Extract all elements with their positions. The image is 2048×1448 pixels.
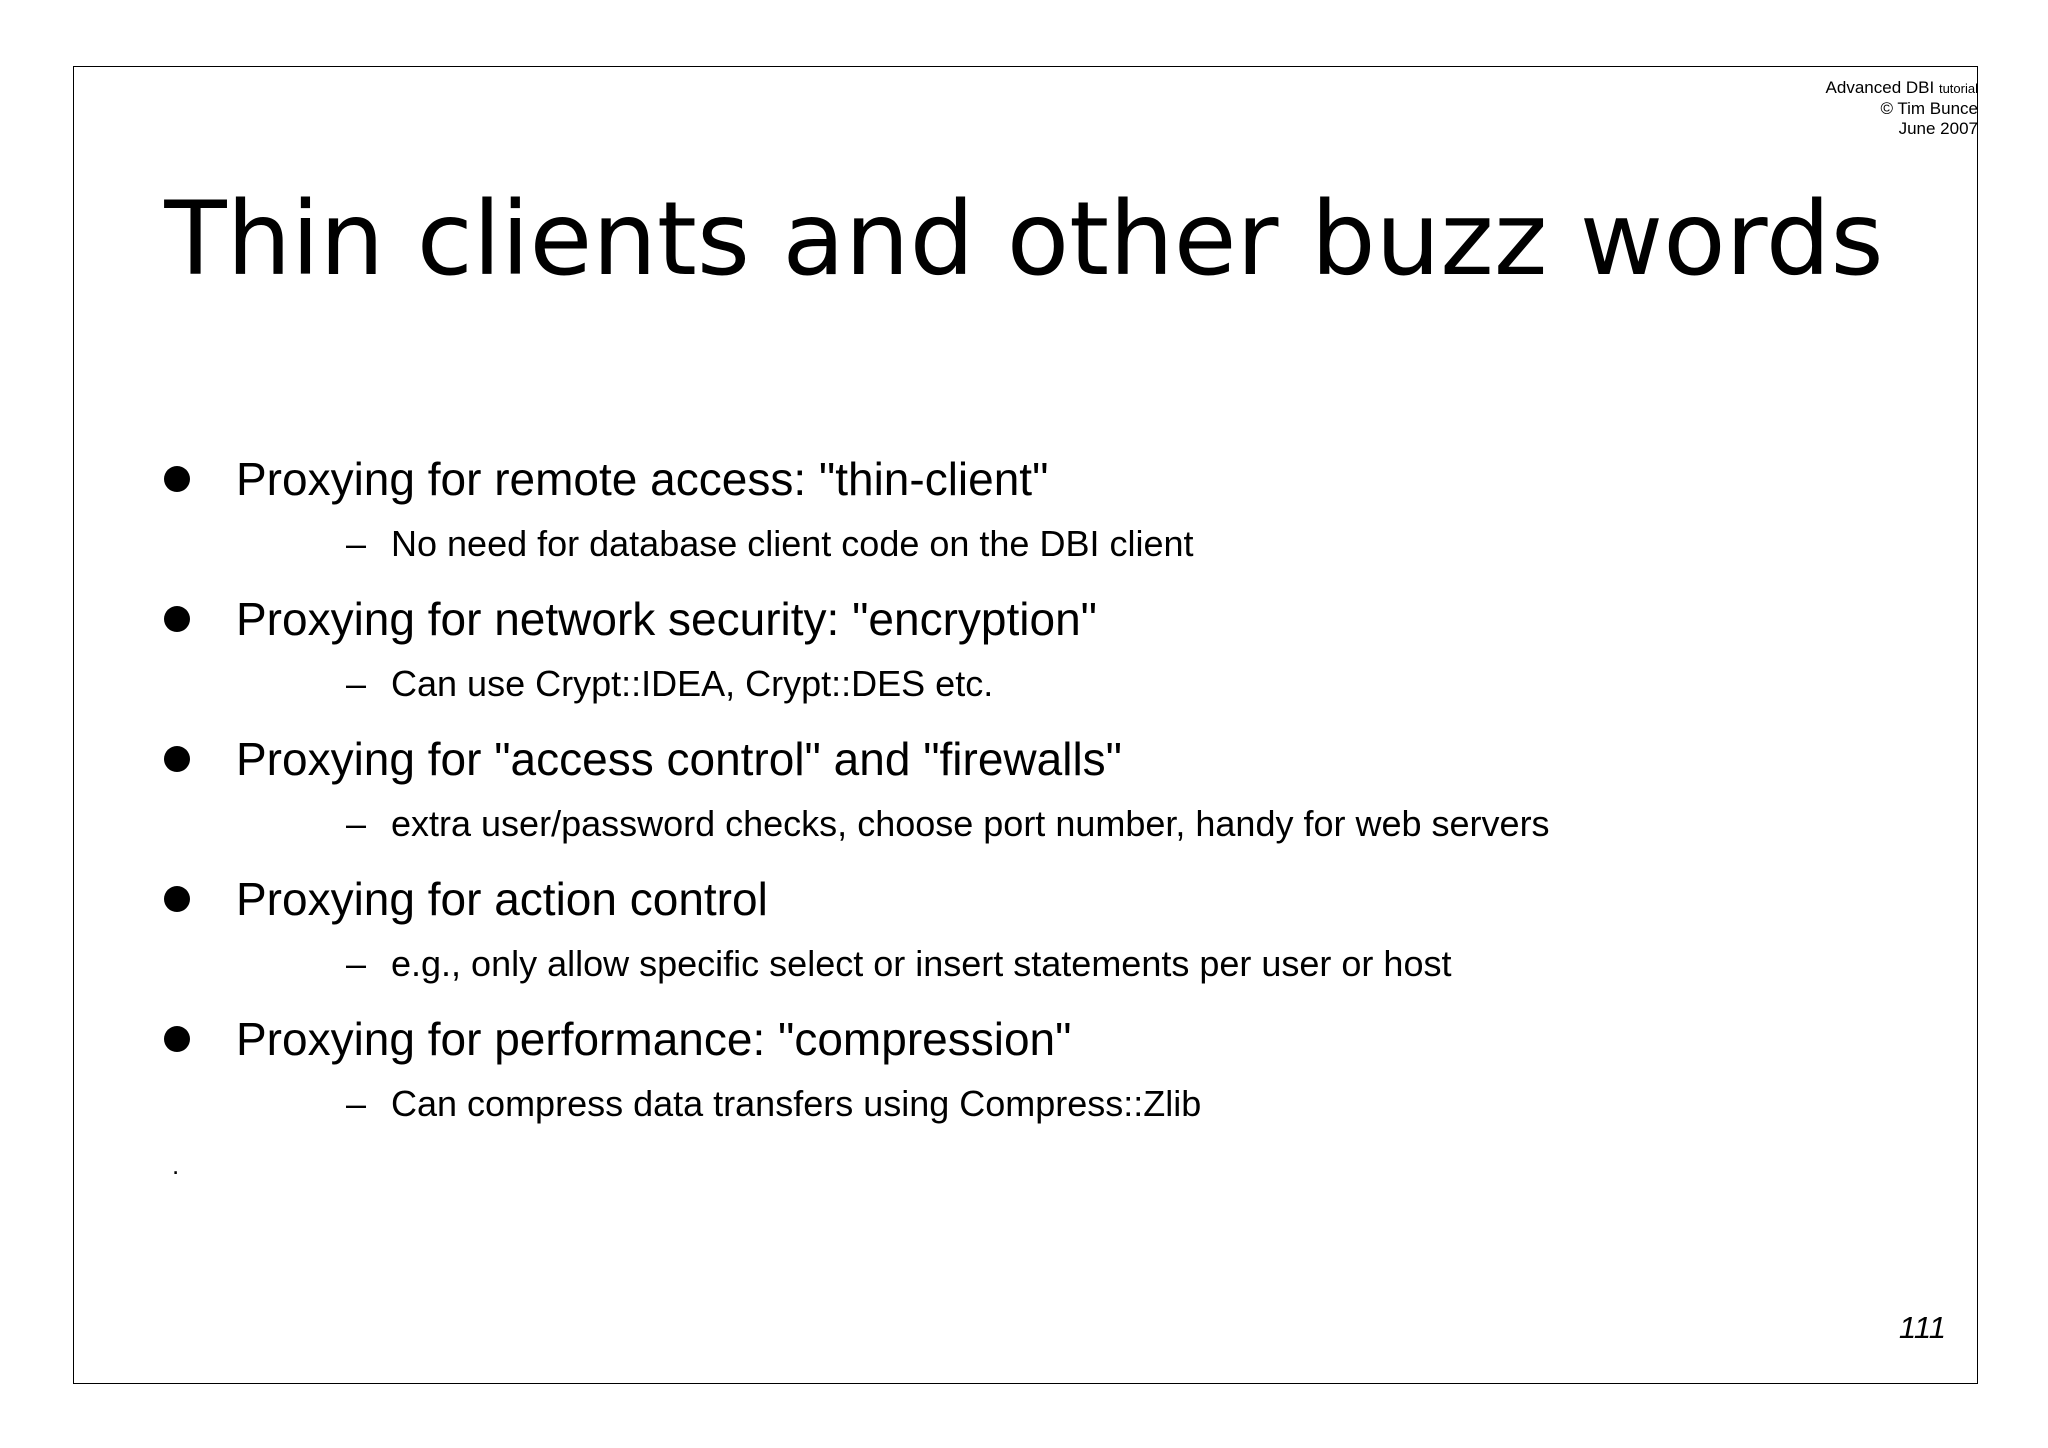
slide-title: Thin clients and other buzz words bbox=[164, 180, 1884, 299]
header-date: June 2007 bbox=[1898, 119, 1978, 138]
stray-period-mark: . bbox=[172, 1150, 180, 1180]
sub-bullet-dash: – bbox=[346, 803, 367, 844]
bullet-text: Proxying for network security: "encryption" bbox=[236, 593, 1097, 645]
header-meta bbox=[1826, 78, 1978, 139]
sub-bullet-dash: – bbox=[346, 943, 367, 984]
sub-bullet-dash: – bbox=[346, 523, 367, 564]
bullet-text: Proxying for "access control" and "firewalls" bbox=[236, 733, 1122, 785]
header-course-title: Advanced DBI bbox=[1825, 78, 1935, 97]
bullet-text: Proxying for remote access: "thin-client" bbox=[236, 453, 1049, 505]
bullet-text: Proxying for performance: "compression" bbox=[236, 1013, 1072, 1065]
sub-bullet-text: e.g., only allow specific select or insert statements per user or host bbox=[391, 943, 1452, 984]
header-line-1 bbox=[1826, 78, 1978, 99]
bullet-text: Proxying for action control bbox=[236, 873, 768, 925]
sub-bullet-text: Can use Crypt::IDEA, Crypt::DES etc. bbox=[391, 663, 994, 704]
sub-bullet-text: Can compress data transfers using Compress::Zlib bbox=[391, 1083, 1202, 1124]
sub-bullet-dash: – bbox=[346, 663, 367, 704]
header-course-type: tutorial bbox=[1938, 81, 1978, 96]
header-author: © Tim Bunce bbox=[1880, 99, 1978, 118]
sub-bullet-text: No need for database client code on the DBI client bbox=[391, 523, 1194, 564]
sub-bullet-text: extra user/password checks, choose port number, handy for web servers bbox=[391, 803, 1550, 844]
page-number: 111 bbox=[1898, 1310, 1946, 1345]
sub-bullet-dash: – bbox=[346, 1083, 367, 1124]
